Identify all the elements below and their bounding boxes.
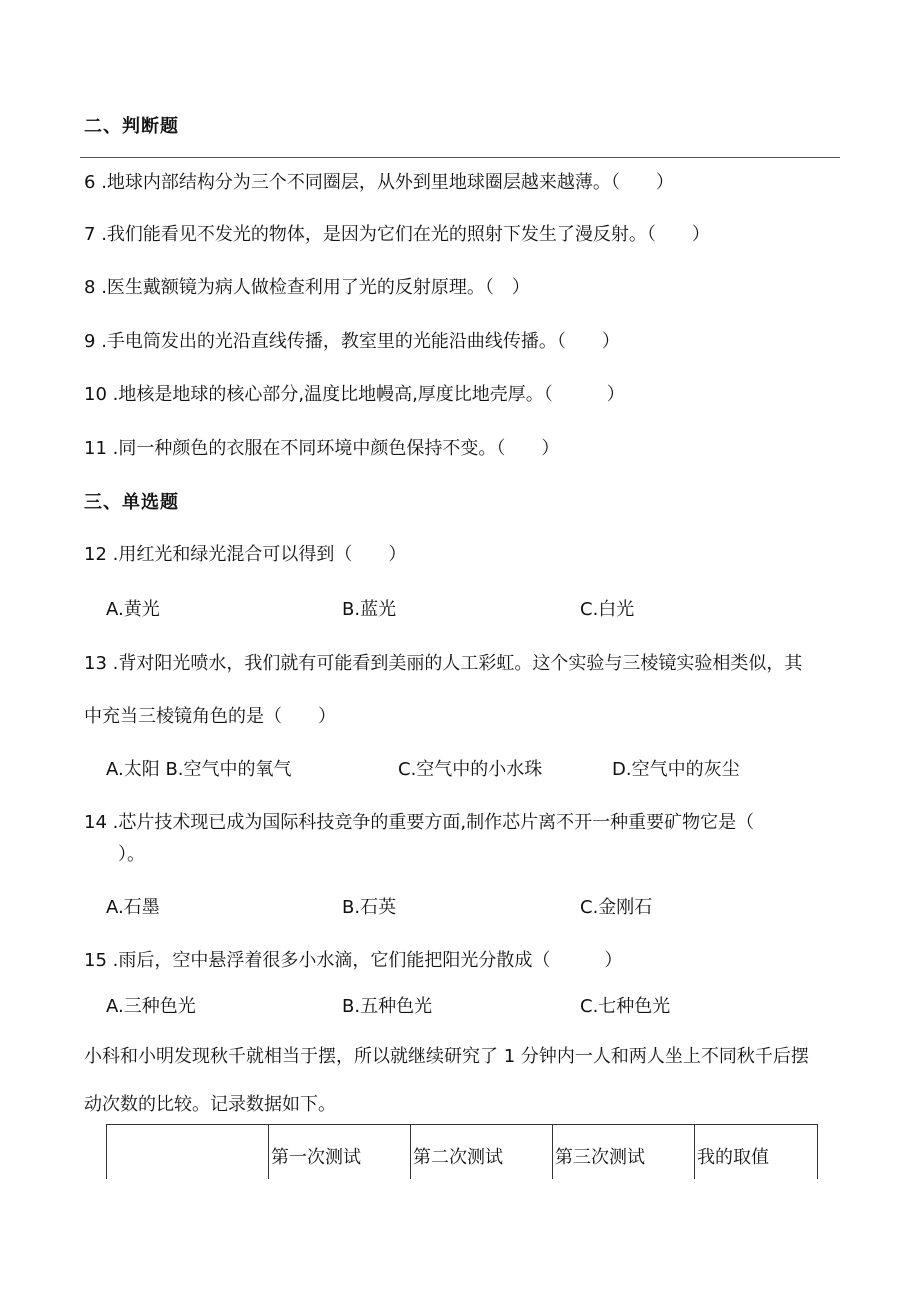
question-14-continued: ）。: [118, 844, 145, 865]
question-number: 13: [84, 653, 107, 674]
question-14: [84, 808, 754, 834]
table-header-cell: 第二次测试: [410, 1125, 552, 1179]
data-table: [106, 1124, 818, 1179]
option-b: B.石英: [342, 897, 397, 918]
question-text: .医生戴额镜为病人做检查利用了光的反射原理。（ ）: [101, 277, 530, 298]
option-d: D.空气中的灰尘: [612, 759, 740, 780]
question-number: 12: [84, 544, 107, 565]
option-c: C.金刚石: [580, 897, 653, 918]
table-header-cell: 我的取值: [694, 1125, 817, 1179]
option-a: A.三种色光: [106, 996, 196, 1017]
section-heading-judgement: 二、判断题: [84, 116, 179, 137]
option-c: C.空气中的小水珠: [398, 759, 543, 780]
option-c: C.七种色光: [580, 996, 671, 1017]
table-header-cell: 第三次测试: [552, 1125, 694, 1179]
option-a: A.黄光: [106, 599, 160, 620]
question-10: [84, 380, 625, 406]
question-7: [84, 220, 710, 246]
question-number: 7: [84, 224, 96, 245]
section-heading-single-choice: 三、单选题: [84, 492, 179, 513]
divider: [80, 157, 840, 158]
option-b: B.蓝光: [342, 599, 397, 620]
question-number: 6: [84, 172, 96, 193]
question-text: .地球内部结构分为三个不同圈层，从外到里地球圈层越来越薄。（ ）: [101, 172, 674, 193]
question-text: .地核是地球的核心部分,温度比地幔高,厚度比地壳厚。（ ）: [112, 384, 625, 405]
passage-line: 动次数的比较。记录数据如下。: [84, 1094, 336, 1115]
question-text: .芯片技术现已成为国际科技竞争的重要方面,制作芯片离不开一种重要矿物它是（: [112, 812, 755, 833]
question-text: .雨后，空中悬浮着很多小水滴，它们能把阳光分散成（ ）: [112, 950, 623, 971]
option-a: A.太阳 B.空气中的氧气: [106, 759, 292, 780]
question-number: 9: [84, 331, 96, 352]
question-text: .手电筒发出的光沿直线传播，教室里的光能沿曲线传播。（ ）: [101, 331, 620, 352]
option-c: C.白光: [580, 599, 635, 620]
question-8: [84, 273, 530, 299]
question-text: .背对阳光喷水，我们就有可能看到美丽的人工彩虹。这个实验与三棱镜实验相类似，其: [112, 653, 803, 674]
question-number: 10: [84, 384, 107, 405]
question-15: [84, 946, 622, 972]
table-header-cell: [107, 1125, 268, 1179]
question-6: [84, 168, 674, 194]
question-13-continued: 中充当三棱镜角色的是（ ）: [84, 706, 336, 727]
question-number: 14: [84, 812, 107, 833]
question-number: 8: [84, 277, 96, 298]
option-a: A.石墨: [106, 897, 160, 918]
question-12: [84, 540, 406, 566]
question-13: [84, 649, 802, 675]
question-text: .用红光和绿光混合可以得到（ ）: [112, 544, 407, 565]
question-number: 15: [84, 950, 107, 971]
passage-line: 小科和小明发现秋千就相当于摆，所以就继续研究了 1 分钟内一人和两人坐上不同秋千后摆: [84, 1046, 809, 1067]
question-11: [84, 434, 559, 460]
question-text: .同一种颜色的衣服在不同环境中颜色保持不变。（ ）: [112, 438, 560, 459]
question-number: 11: [84, 438, 107, 459]
question-text: .我们能看见不发光的物体，是因为它们在光的照射下发生了漫反射。（ ）: [101, 224, 710, 245]
option-b: B.五种色光: [342, 996, 433, 1017]
table-header-cell: 第一次测试: [268, 1125, 410, 1179]
question-9: [84, 327, 620, 353]
